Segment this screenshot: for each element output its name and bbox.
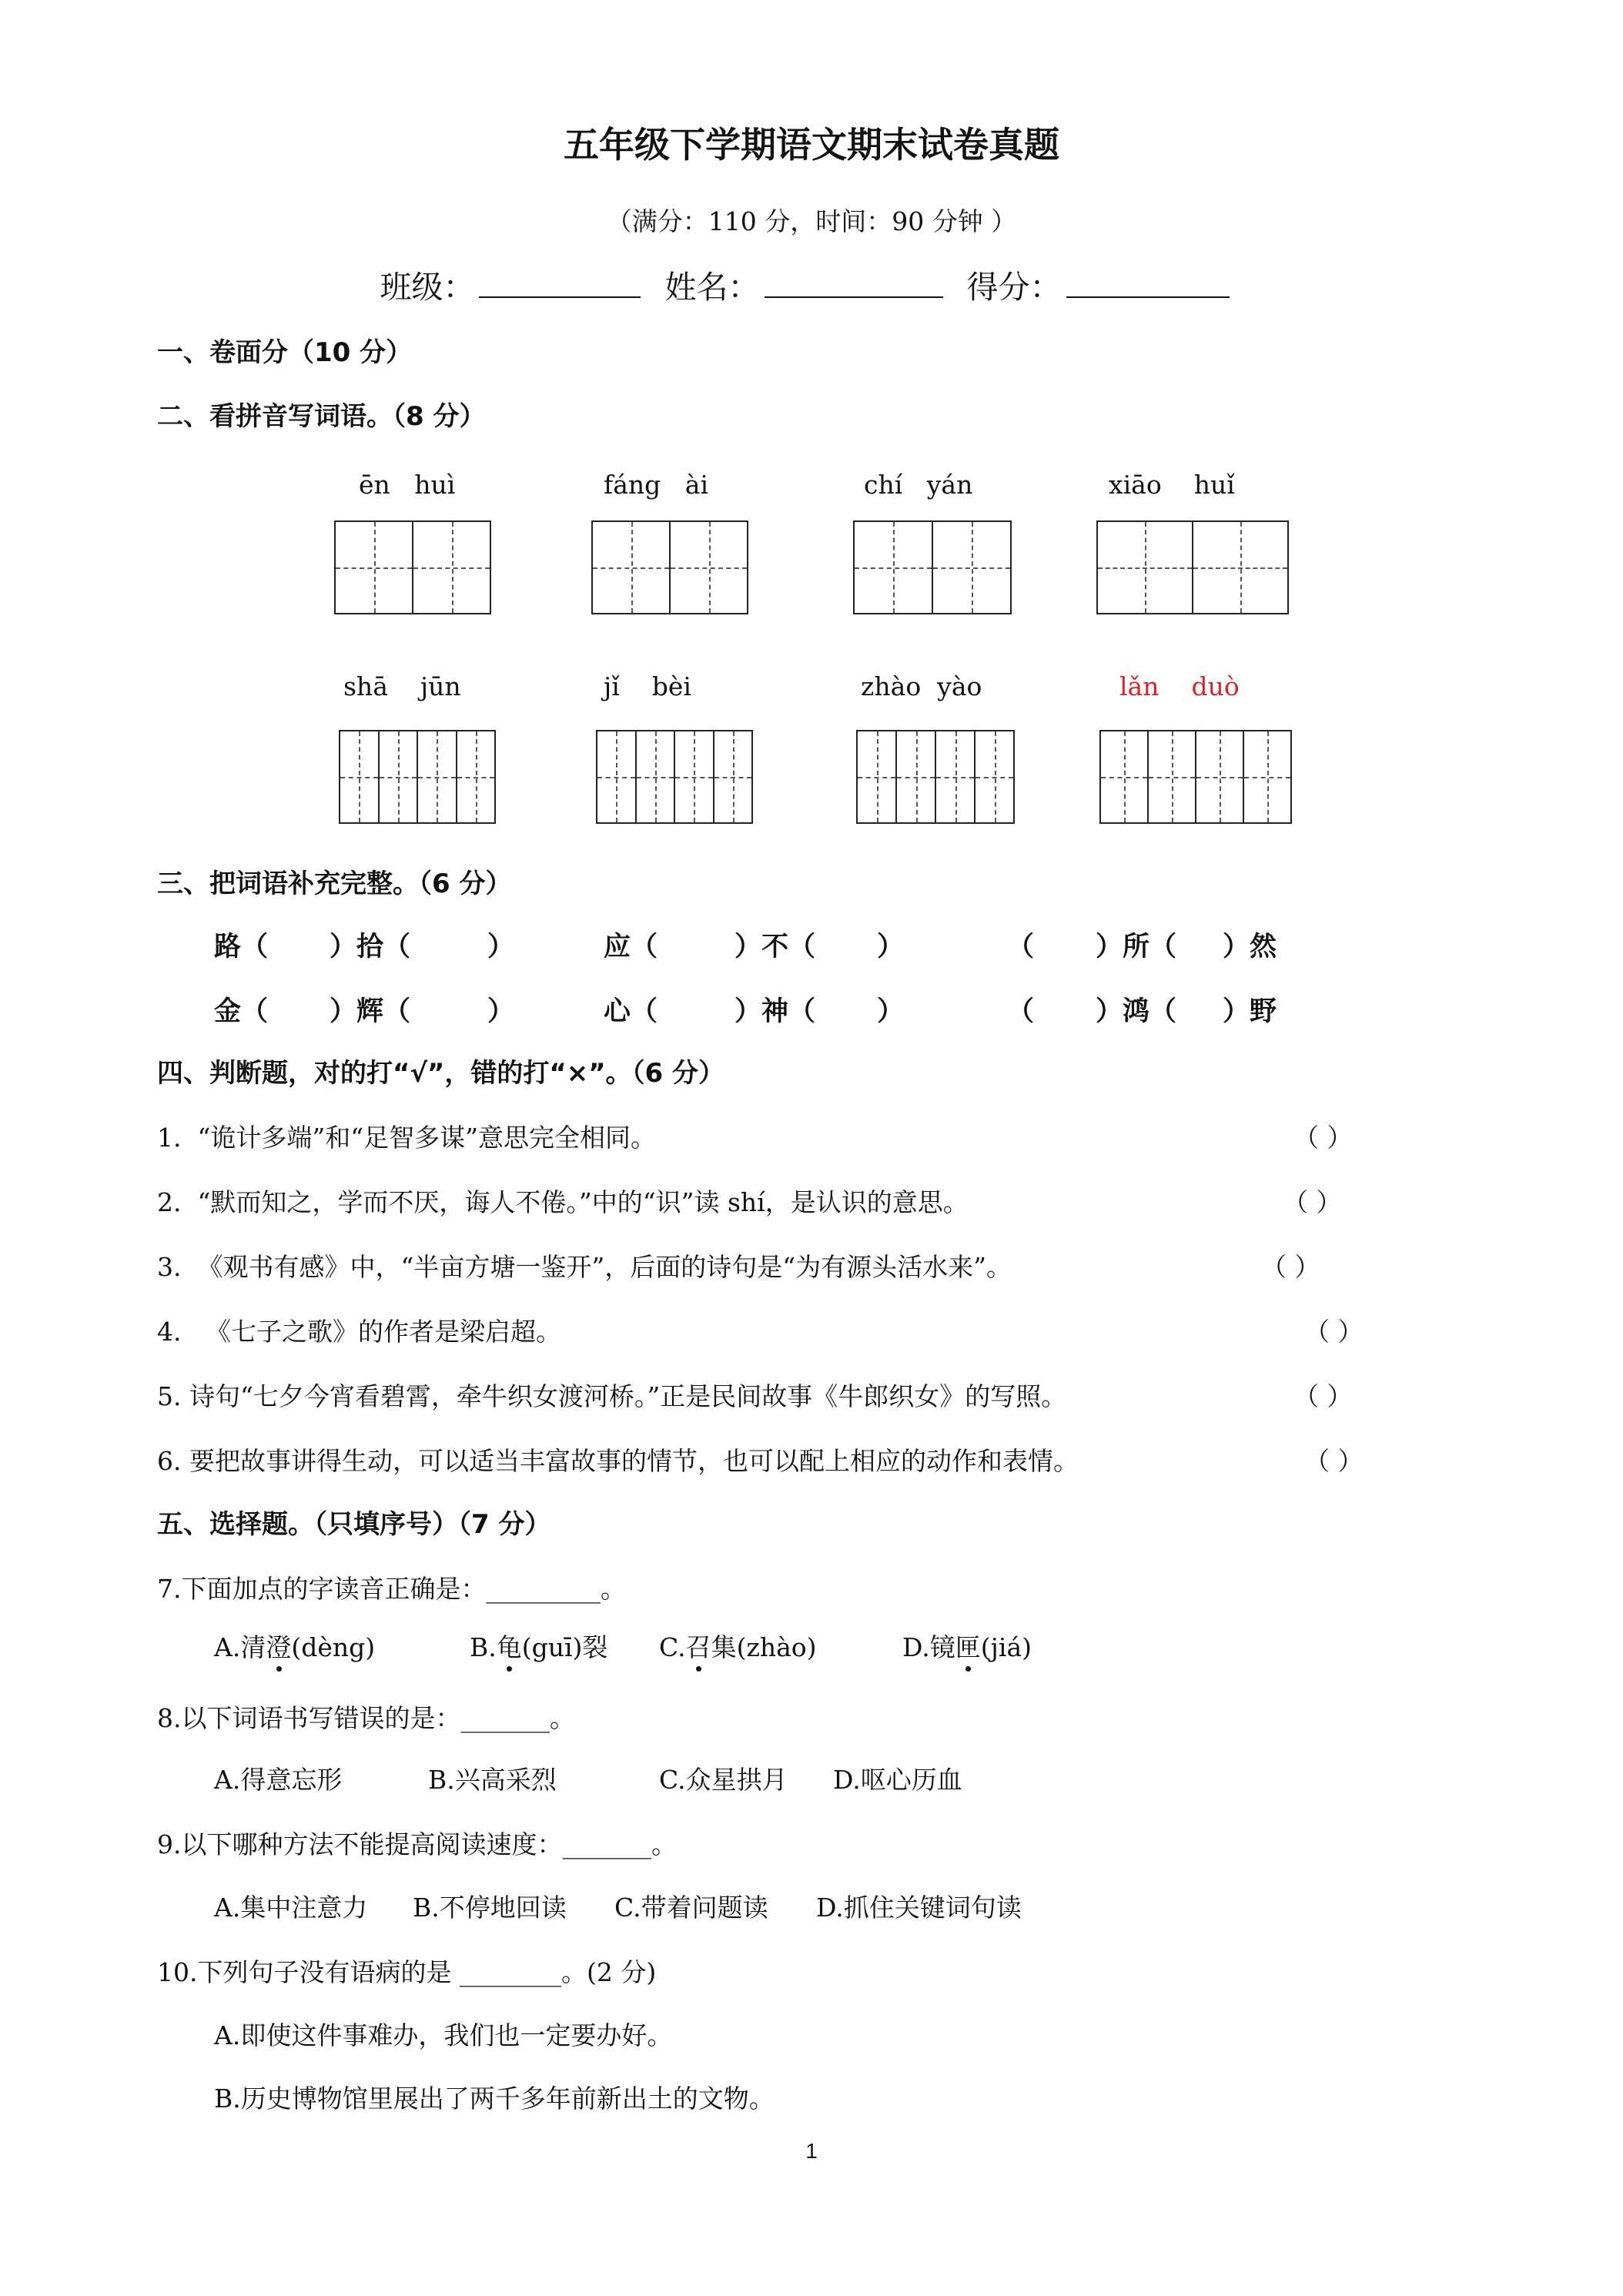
- pinyin-label: shā jūn: [343, 671, 461, 701]
- q7-option-b[interactable]: B.龟(guī)裂: [470, 1628, 607, 1664]
- name-label: 姓名：: [664, 269, 760, 306]
- answer-paren[interactable]: （ ）: [1283, 1187, 1342, 1217]
- answer-paren[interactable]: （ ）: [1261, 1252, 1320, 1282]
- fill-word-item[interactable]: 应（ ）不（ ）: [604, 932, 905, 962]
- fill-word-item[interactable]: 路（ ）拾（ ）: [214, 932, 515, 962]
- page-title: 五年级下学期语文期末试卷真题: [564, 124, 1059, 166]
- writing-grid[interactable]: [1099, 730, 1292, 824]
- judge-item: 2. “默而知之，学而不厌，诲人不倦。”中的“识”读 shí，是认识的意思。: [157, 1187, 969, 1217]
- section-1-heading: 一、卷面分（10 分）: [157, 337, 413, 368]
- section-2-heading: 二、看拼音写词语。（8 分）: [157, 401, 486, 432]
- writing-grid[interactable]: [856, 730, 1015, 824]
- pinyin-label: fáng ài: [604, 470, 708, 500]
- q10-option-b[interactable]: B.历史博物馆里展出了两千多年前新出土的文物。: [214, 2083, 775, 2114]
- judge-item: 3. 《观书有感》中，“半亩方塘一鉴开”，后面的诗句是“为有源头活水来”。: [157, 1252, 1012, 1282]
- q9-option-d[interactable]: D.抓住关键词句读: [816, 1893, 1022, 1923]
- judge-item: 4. 《七子之歌》的作者是梁启超。: [157, 1317, 561, 1347]
- answer-paren[interactable]: （ ）: [1293, 1123, 1353, 1153]
- judge-item: 5. 诗句“七夕今宵看碧霄，牵牛织女渡河桥。”正是民间故事《牛郎织女》的写照。: [157, 1381, 1067, 1411]
- writing-grid[interactable]: [1096, 520, 1289, 614]
- pinyin-label: jǐ bèi: [604, 671, 691, 701]
- answer-paren[interactable]: （ ）: [1304, 1317, 1364, 1347]
- pinyin-label: chí yán: [864, 470, 973, 500]
- q8-option-a[interactable]: A.得意忘形: [214, 1765, 343, 1795]
- fill-word-item[interactable]: （ ）所（ ）然: [1007, 932, 1277, 962]
- q7-option-d[interactable]: D.镜匣(jiá): [902, 1628, 1032, 1664]
- answer-paren[interactable]: （ ）: [1293, 1381, 1353, 1411]
- q9-option-b[interactable]: B.不停地回读: [413, 1893, 567, 1923]
- section-5-heading: 五、选择题。（只填序号）（7 分）: [157, 1509, 551, 1540]
- writing-grid[interactable]: [853, 520, 1012, 614]
- answer-paren[interactable]: （ ）: [1304, 1446, 1364, 1476]
- pinyin-label: lǎn duò: [1119, 671, 1240, 701]
- fill-word-item[interactable]: 金（ ）辉（ ）: [214, 996, 515, 1027]
- page-number: 1: [805, 2139, 818, 2163]
- name-blank[interactable]: [765, 267, 943, 298]
- q8-option-c[interactable]: C.众星拱月: [659, 1765, 788, 1795]
- exam-subtitle: （满分：110 分，时间：90 分钟 ）: [606, 206, 1017, 236]
- student-info-line: [0, 262, 1623, 307]
- writing-grid[interactable]: [591, 520, 748, 614]
- pinyin-label: zhào yào: [861, 671, 982, 701]
- class-label: 班级：: [380, 269, 475, 306]
- q7-option-c[interactable]: C.召集(zhào): [659, 1628, 817, 1664]
- score-label: 得分：: [966, 269, 1062, 306]
- question-10-stem: 10.下列句子没有语病的是 ________。(2 分): [157, 1957, 657, 1987]
- judge-item: 1. “诡计多端”和“足智多谋”意思完全相同。: [157, 1123, 656, 1153]
- writing-grid[interactable]: [334, 520, 491, 614]
- q8-option-b[interactable]: B.兴高采烈: [428, 1765, 557, 1795]
- question-8-stem: 8.以下词语书写错误的是：_______。: [157, 1703, 575, 1733]
- q8-option-d[interactable]: D.呕心历血: [833, 1765, 962, 1795]
- fill-word-item[interactable]: 心（ ）神（ ）: [604, 996, 905, 1027]
- score-blank[interactable]: [1066, 267, 1230, 298]
- q7-option-a[interactable]: A.清澄(dèng): [214, 1628, 375, 1664]
- question-9-stem: 9.以下哪种方法不能提高阅读速度：_______。: [157, 1829, 677, 1859]
- fill-word-item[interactable]: （ ）鸿（ ）野: [1007, 996, 1277, 1027]
- question-7-stem: 7.下面加点的字读音正确是：_________。: [157, 1574, 626, 1604]
- judge-item: 6. 要把故事讲得生动，可以适当丰富故事的情节，也可以配上相应的动作和表情。: [157, 1446, 1079, 1476]
- pinyin-label: ēn huì: [359, 470, 456, 500]
- writing-grid[interactable]: [596, 730, 753, 824]
- q10-option-a[interactable]: A.即使这件事难办，我们也一定要办好。: [214, 2020, 673, 2050]
- section-4-heading: 四、判断题，对的打“√”，错的打“×”。（6 分）: [157, 1058, 725, 1089]
- pinyin-label: xiāo huǐ: [1109, 470, 1235, 500]
- writing-grid[interactable]: [339, 730, 496, 824]
- q9-option-c[interactable]: C.带着问题读: [614, 1893, 768, 1923]
- q9-option-a[interactable]: A.集中注意力: [214, 1893, 368, 1923]
- section-3-heading: 三、把词语补充完整。（6 分）: [157, 869, 512, 899]
- class-blank[interactable]: [479, 267, 641, 298]
